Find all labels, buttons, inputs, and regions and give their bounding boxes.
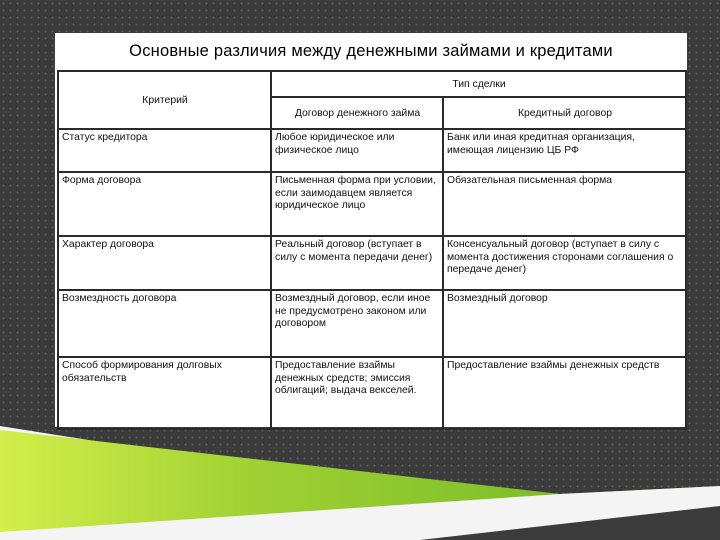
loan-cell: Предоставление взаймы денежных средств; эмиссия облигаций; выдача векселей.: [271, 357, 443, 429]
loan-cell: Любое юридическое или физическое лицо: [271, 129, 443, 172]
bottom-decoration: [0, 420, 720, 540]
table-row: [58, 290, 686, 357]
comparison-table: [57, 70, 687, 430]
criterion-cell: Возмездность договора: [58, 290, 271, 357]
credit-cell: Обязательная письменная форма: [443, 172, 686, 236]
credit-cell: Консенсуальный договор (вступает в силу с момента достижения сторонами соглашения о передаче денег): [443, 236, 686, 290]
criterion-cell: Характер договора: [58, 236, 271, 290]
loan-cell: Возмездный договор, если иное не предусмотрено законом или договором: [271, 290, 443, 357]
table-row: [58, 172, 686, 236]
header-deal-type: Тип сделки: [271, 71, 686, 97]
criterion-cell: Способ формирования долговых обязательств: [58, 357, 271, 429]
credit-cell: Банк или иная кредитная организация, имеющая лицензию ЦБ РФ: [443, 129, 686, 172]
header-credit-agreement: Кредитный договор: [443, 97, 686, 129]
header-loan-agreement: Договор денежного займа: [271, 97, 443, 129]
slide-title: Основные различия между денежными займами и кредитами: [129, 42, 613, 60]
table-row: [58, 236, 686, 290]
criterion-cell: Статус кредитора: [58, 129, 271, 172]
loan-cell: Письменная форма при условии, если заимодавцем является юридическое лицо: [271, 172, 443, 236]
loan-cell: Реальный договор (вступает в силу с момента передачи денег): [271, 236, 443, 290]
table-row: [58, 129, 686, 172]
credit-cell: Возмездный договор: [443, 290, 686, 357]
slide-content-image: [55, 33, 687, 427]
table-row: [58, 357, 686, 429]
credit-cell: Предоставление взаймы денежных средств: [443, 357, 686, 429]
header-criterion: Критерий: [58, 71, 271, 129]
criterion-cell: Форма договора: [58, 172, 271, 236]
